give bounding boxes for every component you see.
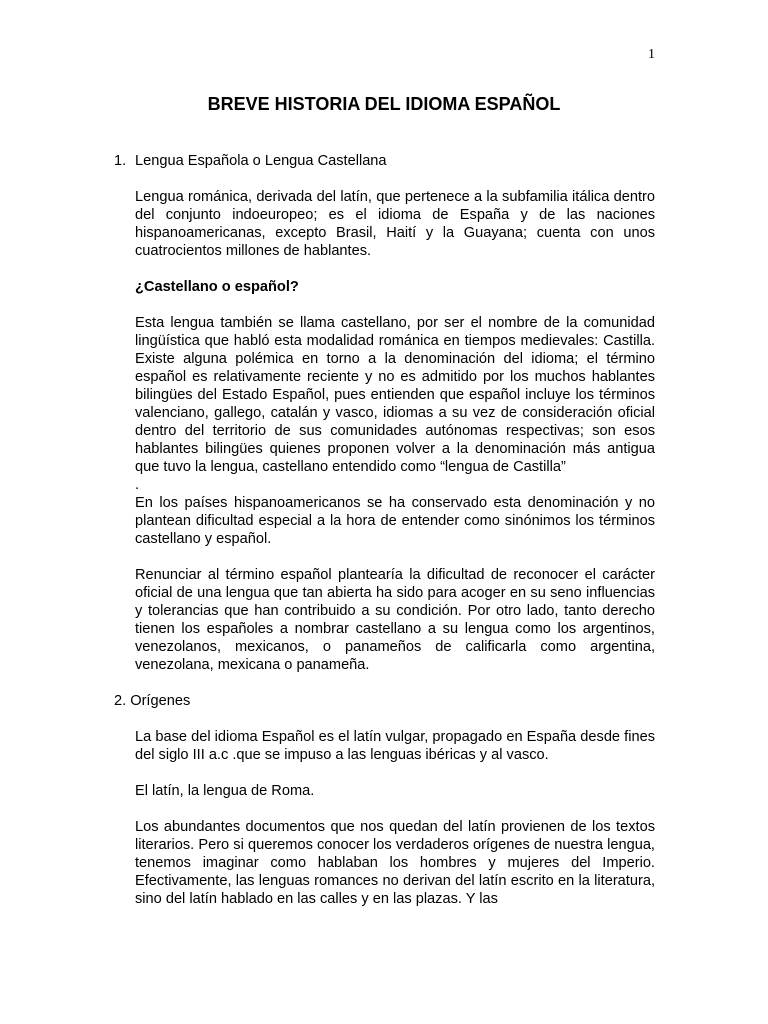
- section-1-number: 1.: [114, 153, 127, 169]
- subheading: ¿Castellano o español?: [135, 279, 299, 295]
- section-2-body: [135, 728, 655, 908]
- section-1-body: [135, 188, 655, 674]
- paragraph: El latín, la lengua de Roma.: [135, 783, 315, 799]
- page-number: 1: [648, 47, 655, 62]
- paragraph: Esta lengua también se llama castellano, por ser el nombre de la comunidad lingüística que habló esta modalidad románica en tiempos medievales: Castilla. Existe alguna polémica en torno a la denominación del idioma; el término español es relativamente reciente y no es admitido por los muchos hablantes bilingües del Estado Español, pues entienden que español incluye los términos valenciano, gallego, catalán y vasco, idiomas a su vez de consideración oficial dentro del territorio de sus comunidades autónomas respectivas; son esos hablantes bilingües quienes proponen volver a la denominación más antigua que tuvo la lengua, castellano entendido como “lengua de Castilla”: [135, 315, 655, 475]
- paragraph: Lengua románica, derivada del latín, que pertenece a la subfamilia itálica dentro del conjunto indoeuropeo; es el idioma de España y de las naciones hispanoamericanas, excepto Brasil, Haití y la Guayana; cuenta con unos cuatrocientos millones de hablantes.: [135, 189, 655, 259]
- paragraph: Renunciar al término español plantearía la dificultad de reconocer el carácter oficial de una lengua que tan abierta ha sido para acoger en su seno influencias y tolerancias que han contribuido a su condición. Por otro lado, tanto derecho tienen los españoles a nombrar castellano a su lengua como los argentinos, venezolanos, mexicanos, o panameños de calificarla como argentina, venezolana, mexicana o panameña.: [135, 567, 655, 673]
- paragraph: La base del idioma Español es el latín vulgar, propagado en España desde fines del siglo III a.c .que se impuso a las lenguas ibéricas y al vasco.: [135, 729, 655, 763]
- section-1-title: Lengua Española o Lengua Castellana: [135, 153, 387, 169]
- section-1-heading: [114, 152, 655, 170]
- paragraph: En los países hispanoamericanos se ha conservado esta denominación y no plantean dificultad especial a la hora de entender como sinónimos los términos castellano y español.: [135, 495, 655, 547]
- document-body: [114, 152, 655, 926]
- paragraph: Los abundantes documentos que nos quedan del latín provienen de los textos literarios. Pero si queremos conocer los verdaderos orígenes de nuestra lengua, tenemos imaginar como hablaban los hombres y mujeres del Imperio. Efectivamente, las lenguas romances no derivan del latín escrito en la literatura, sino del latín hablado en las calles y en las plazas. Y las: [135, 819, 655, 907]
- paragraph-dot: .: [135, 477, 140, 493]
- section-2-heading: 2. Orígenes: [114, 693, 191, 709]
- document-title: BREVE HISTORIA DEL IDIOMA ESPAÑOL: [207, 94, 561, 114]
